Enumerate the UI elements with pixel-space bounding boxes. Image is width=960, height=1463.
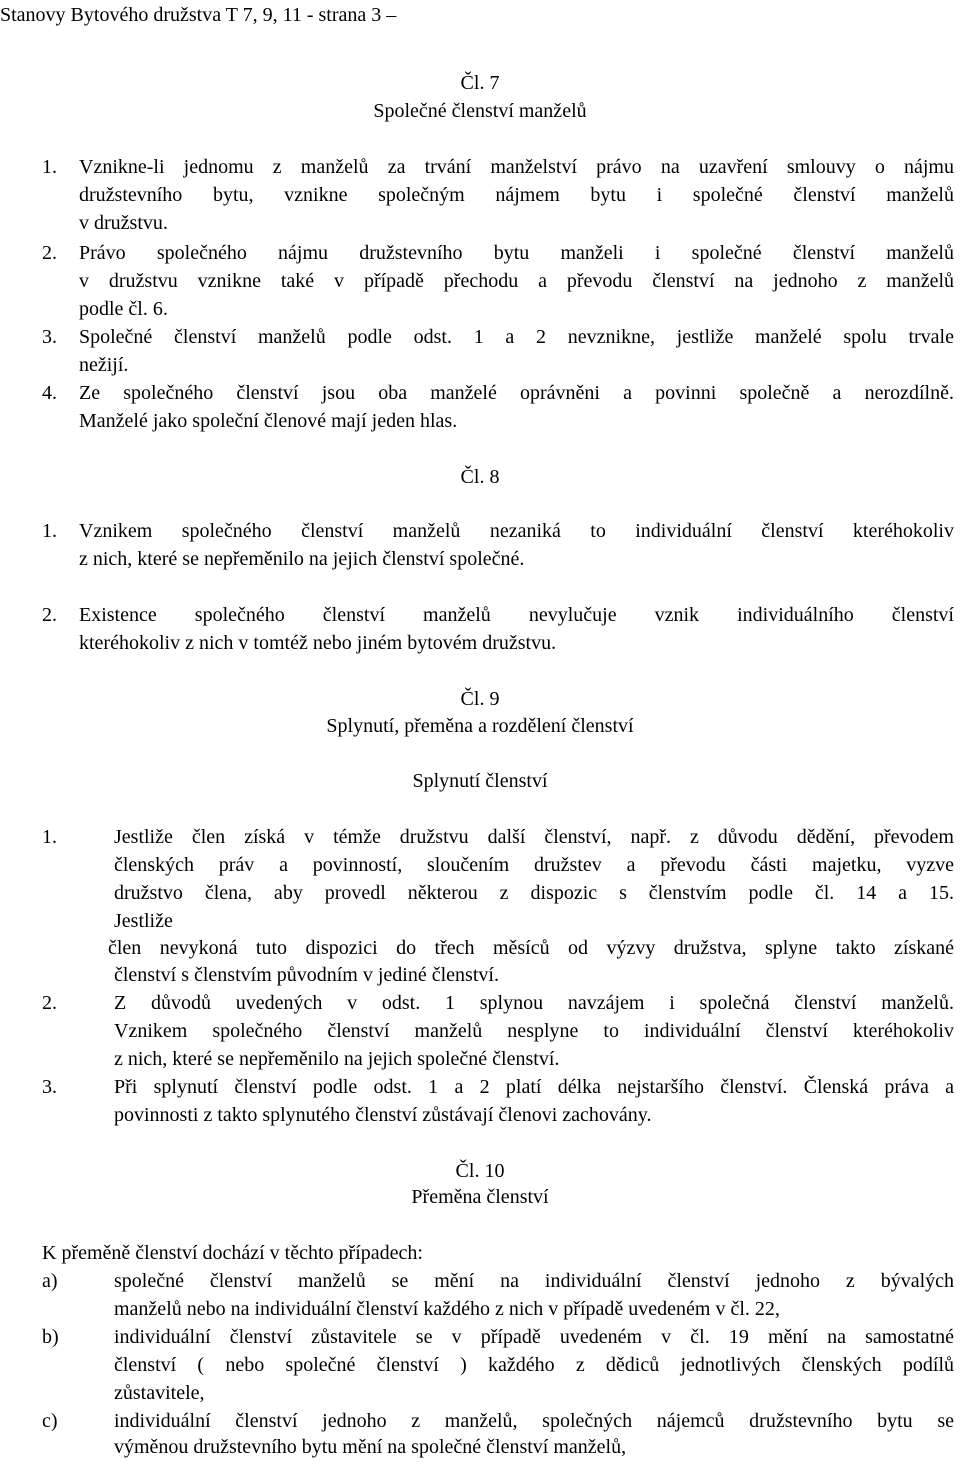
art9-p1-number: 1.	[42, 826, 57, 848]
art10-c-line: individuální členství jednoho z manželů, společných nájemců družstevního bytu se	[114, 1410, 954, 1432]
art9-p1-line: členských práv a povinností, sloučením družstev a převodu části majetku, vyzve	[114, 854, 954, 876]
art10-b-line: individuální členství zůstavitele se v případě uvedeném v čl. 19 mění na samostatné	[114, 1326, 954, 1348]
art10-b-letter: b)	[42, 1326, 59, 1348]
art7-p1-line: Vznikne-li jednomu z manželů za trvání manželství právo na uzavření smlouvy o nájmu	[79, 156, 954, 178]
art9-p1-line: družstvo člena, aby provedl některou z dispozic s členstvím podle čl. 14 a 15.	[114, 882, 954, 904]
art10-a-line: společné členství manželů se mění na individuální členství jednoho z bývalých	[114, 1270, 954, 1292]
art7-p3-number: 3.	[42, 326, 57, 348]
art7-p4-line: Manželé jako společní členové mají jeden hlas.	[79, 410, 458, 432]
art8-p1-number: 1.	[42, 520, 57, 542]
art7-p2-line: Právo společného nájmu družstevního bytu manželi i společné členství manželů	[79, 242, 954, 264]
art10-intro: K přeměně členství dochází v těchto případech:	[42, 1242, 423, 1264]
art9-p3-line: povinnosti z takto splynutého členství zůstávají členovi zachovány.	[114, 1104, 652, 1126]
art9-p2-line: z nich, které se nepřeměnilo na jejich společné členství.	[114, 1048, 560, 1070]
art8-p1-line: Vznikem společného členství manželů nezaniká to individuální členství kteréhokoliv	[79, 520, 954, 542]
art10-b-line: zůstavitele,	[114, 1382, 205, 1404]
art7-p3-line: nežijí.	[79, 354, 129, 376]
article-9-title: Splynutí, přeměna a rozdělení členství	[326, 715, 634, 737]
art9-p3-number: 3.	[42, 1076, 57, 1098]
art10-a-line: manželů nebo na individuální členství každého z nich v případě uvedeném v čl. 22,	[114, 1298, 780, 1320]
art7-p3-line: Společné členství manželů podle odst. 1 a 2 nevznikne, jestliže manželé spolu trvale	[79, 326, 954, 348]
art10-c-letter: c)	[42, 1410, 58, 1432]
article-9-subtitle: Splynutí členství	[412, 770, 548, 792]
art9-p1-line: Jestliže člen získá v témže družstvu další členství, např. z důvodu dědění, převodem	[114, 826, 954, 848]
art10-a-letter: a)	[42, 1270, 58, 1292]
art7-p2-number: 2.	[42, 242, 57, 264]
article-9-number: Čl. 9	[460, 688, 500, 710]
article-10-number: Čl. 10	[455, 1160, 505, 1182]
art7-p4-line: Ze společného členství jsou oba manželé oprávněni a povinni společně a nerozdílně.	[79, 382, 954, 404]
page-header: Stanovy Bytového družstva T 7, 9, 11 - strana 3 –	[0, 4, 397, 26]
art9-p3-line: Při splynutí členství podle odst. 1 a 2 platí délka nejstaršího členství. Členská práva a	[114, 1076, 954, 1098]
art7-p1-line: v družstvu.	[79, 212, 168, 234]
art9-p1-line: člen nevykoná tuto dispozici do třech měsíců od výzvy družstva, splyne takto získané	[108, 937, 954, 959]
art9-p2-line: Vznikem společného členství manželů nesplyne to individuální členství kteréhokoliv	[114, 1020, 954, 1042]
art9-p1-line: Jestliže	[114, 910, 173, 932]
art8-p2-line: kteréhokoliv z nich v tomtéž nebo jiném bytovém družstvu.	[79, 632, 557, 654]
art7-p4-number: 4.	[42, 382, 57, 404]
art8-p1-line: z nich, které se nepřeměnilo na jejich členství společné.	[79, 548, 525, 570]
art9-p1-line: členství s členstvím původním v jediné členství.	[114, 964, 499, 986]
art9-p2-line: Z důvodů uvedených v odst. 1 splynou navzájem i společná členství manželů.	[114, 992, 954, 1014]
art9-p2-number: 2.	[42, 992, 57, 1014]
art8-p2-line: Existence společného členství manželů nevylučuje vznik individuálního členství	[79, 604, 954, 626]
art10-c-line: výměnou družstevního bytu mění na společné členství manželů,	[114, 1436, 627, 1458]
article-7-title: Společné členství manželů	[373, 100, 587, 122]
art7-p2-line: v družstvu vznikne také v případě přechodu a převodu členství na jednoho z manželů	[79, 270, 954, 292]
art7-p1-line: družstevního bytu, vznikne společným nájmem bytu i společné členství manželů	[79, 184, 954, 206]
article-8-number: Čl. 8	[460, 466, 500, 488]
art7-p1-number: 1.	[42, 156, 57, 178]
art10-b-line: členství ( nebo společné členství ) každého z dědiců jednotlivých členských podílů	[114, 1354, 954, 1376]
article-10-title: Přeměna členství	[411, 1186, 549, 1208]
article-7-number: Čl. 7	[460, 72, 500, 94]
art8-p2-number: 2.	[42, 604, 57, 626]
art7-p2-line: podle čl. 6.	[79, 298, 168, 320]
